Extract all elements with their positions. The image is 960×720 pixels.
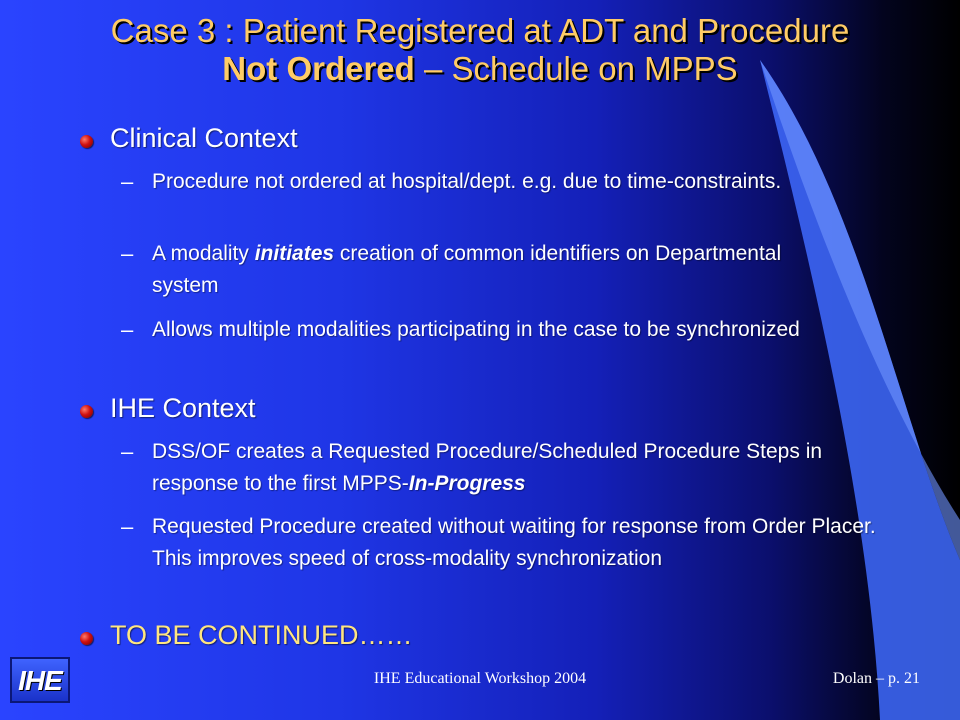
ihe-logo — [10, 657, 70, 703]
dash-icon: – — [121, 317, 134, 342]
clinical-item-2-after: creation of common identifiers on Departmental system — [152, 242, 782, 297]
dash-icon: – — [121, 514, 134, 539]
clinical-item-2-emphasis: initiates — [254, 242, 335, 265]
title-line-2 — [0, 50, 960, 88]
bullet-icon — [80, 405, 93, 418]
to-be-continued-text: TO BE CONTINUED…… — [110, 620, 413, 650]
clinical-item-3: Allows multiple modalities participating in the case to be synchronized — [152, 318, 800, 341]
ihe-logo-text: IHE — [18, 665, 62, 696]
bullet-icon — [80, 632, 93, 645]
clinical-context-heading: Clinical Context — [110, 123, 298, 153]
dash-icon: – — [121, 169, 134, 194]
footer-page: Dolan – p. 21 — [832, 670, 920, 687]
ihe-item-1-emphasis: In-Progress — [408, 472, 526, 495]
bullet-icon — [80, 135, 93, 148]
dash-icon: – — [121, 241, 134, 266]
ihe-item-2: Requested Procedure created without waiting for response from Order Placer. This improves speed of cross-modality synchronization — [152, 515, 876, 570]
ihe-item-1-before: DSS/OF creates a Requested Procedure/Scheduled Procedure Steps in response to the first MPPS- — [152, 440, 823, 495]
clinical-item-2-before: A modality — [152, 242, 255, 265]
title-line-2-bold: Not Ordered — [222, 50, 415, 87]
clinical-item-1: Procedure not ordered at hospital/dept. e.g. due to time-constraints. — [152, 170, 782, 193]
title-line-1: Case 3 : Patient Registered at ADT and Procedure — [110, 12, 850, 49]
ihe-context-heading: IHE Context — [110, 393, 256, 423]
dash-icon: – — [121, 439, 134, 464]
footer-workshop: IHE Educational Workshop 2004 — [373, 670, 587, 687]
title-line-2-rest: – Schedule on MPPS — [414, 50, 738, 87]
clinical-item-2 — [152, 238, 842, 302]
slide-title — [0, 12, 960, 88]
ihe-item-1 — [152, 436, 902, 500]
